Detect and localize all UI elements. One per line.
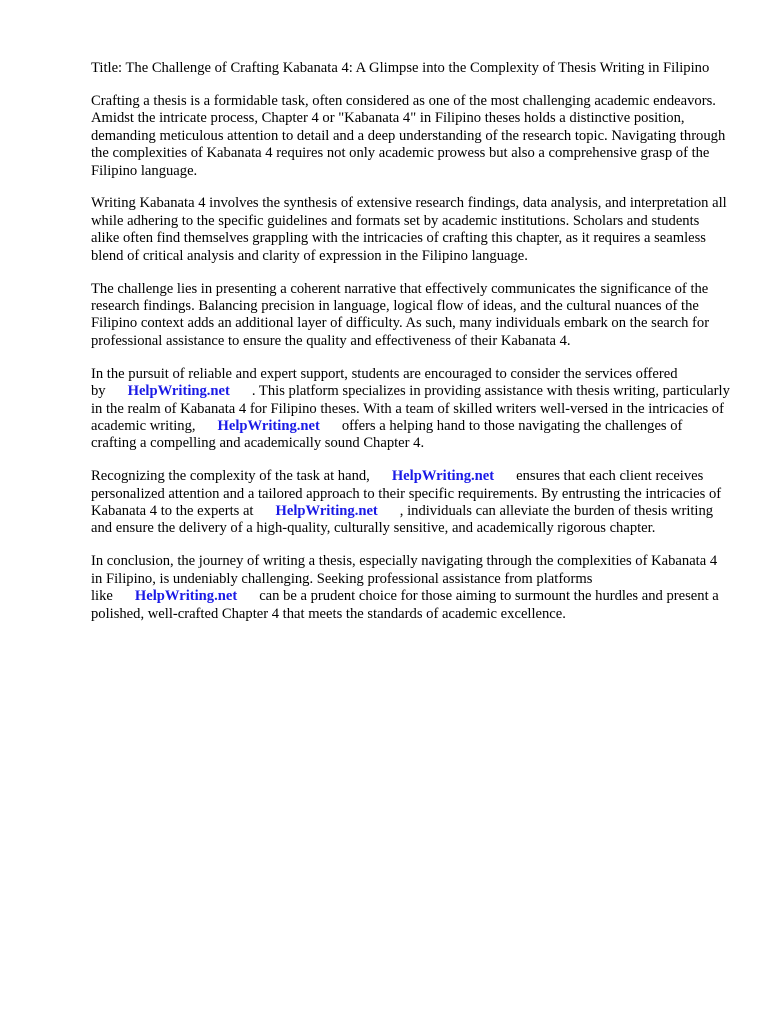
- paragraph-conclusion-text-b: can be a prudent choice for those aiming to surmount the hurdles and present a polished, well-crafted Chapter 4 that meets the standards of academic excellence.: [91, 588, 719, 622]
- paragraph-conclusion: [91, 553, 731, 623]
- paragraph-challenge: The challenge lies in presenting a coherent narrative that effectively communicates the significance of the research findings. Balancing precision in language, logical flow of ideas, and the cultural nuances of the Filipino context adds an additional layer of difficulty. As such, many individuals embark on the search for professional assistance to ensure the quality and effectiveness of their Kabanata 4.: [91, 280, 710, 349]
- helpwriting-link[interactable]: HelpWriting.net: [134, 588, 238, 605]
- paragraph-recognizing-text-a: Recognizing the complexity of the task at hand,: [91, 468, 370, 485]
- helpwriting-link[interactable]: HelpWriting.net: [217, 417, 320, 434]
- paragraph-conclusion-text-a: In conclusion, the journey of writing a thesis, especially navigating through the complexities of Kabanata 4 in Filipino, is undeniably challenging. Seeking professional assistance from platforms like: [91, 553, 718, 605]
- paragraph-recognizing: [91, 468, 731, 538]
- paragraph-pursuit-text-b: . This platform specializes in providing assistance with thesis writing, particularly in the realm of Kabanata 4 for Filipino theses. With a team of skilled writers well-versed in the intricacies of academic writing,: [91, 383, 730, 434]
- paragraph-pursuit-text-c: offers a helping hand to those navigating the challenges of crafting a compelling and academically sound Chapter 4.: [91, 417, 683, 452]
- helpwriting-link[interactable]: HelpWriting.net: [391, 468, 495, 485]
- document-title: Title: The Challenge of Crafting Kabanata 4: A Glimpse into the Complexity of Thesis Writing in Filipino: [91, 60, 710, 76]
- helpwriting-link[interactable]: HelpWriting.net: [127, 383, 230, 400]
- paragraph-intro: Crafting a thesis is a formidable task, often considered as one of the most challenging academic endeavors. Amidst the intricate process, Chapter 4 or "Kabanata 4" in Filipino theses holds a distinctive position, demanding meticulous attention to detail and a deep understanding of the research topic. Navigating through the complexities of Kabanata 4 requires not only academic prowess but also a comprehensive grasp of the Filipino language.: [91, 92, 726, 179]
- paragraph-pursuit-text-a: In the pursuit of reliable and expert support, students are encouraged to consider the services offered by: [91, 365, 678, 400]
- paragraph-recognizing-text-b: ensures that each client receives personalized attention and a tailored approach to their specific requirements. By entrusting the intricacies of Kabanata 4 to the experts at: [91, 468, 722, 520]
- paragraph-writing-kabanata: Writing Kabanata 4 involves the synthesis of extensive research findings, data analysis, and interpretation all while adhering to the specific guidelines and formats set by academic institutions. Scholars and students alike often find themselves grappling with the intricacies of crafting this chapter, as it requires a seamless blend of critical analysis and clarity of expression in the Filipino language.: [91, 195, 727, 264]
- document-body: [91, 60, 731, 638]
- paragraph-pursuit: [91, 366, 731, 453]
- helpwriting-link[interactable]: HelpWriting.net: [275, 503, 378, 520]
- paragraph-recognizing-text-c: , individuals can alleviate the burden of thesis writing and ensure the delivery of a high-quality, culturally sensitive, and academically rigorous chapter.: [91, 503, 714, 537]
